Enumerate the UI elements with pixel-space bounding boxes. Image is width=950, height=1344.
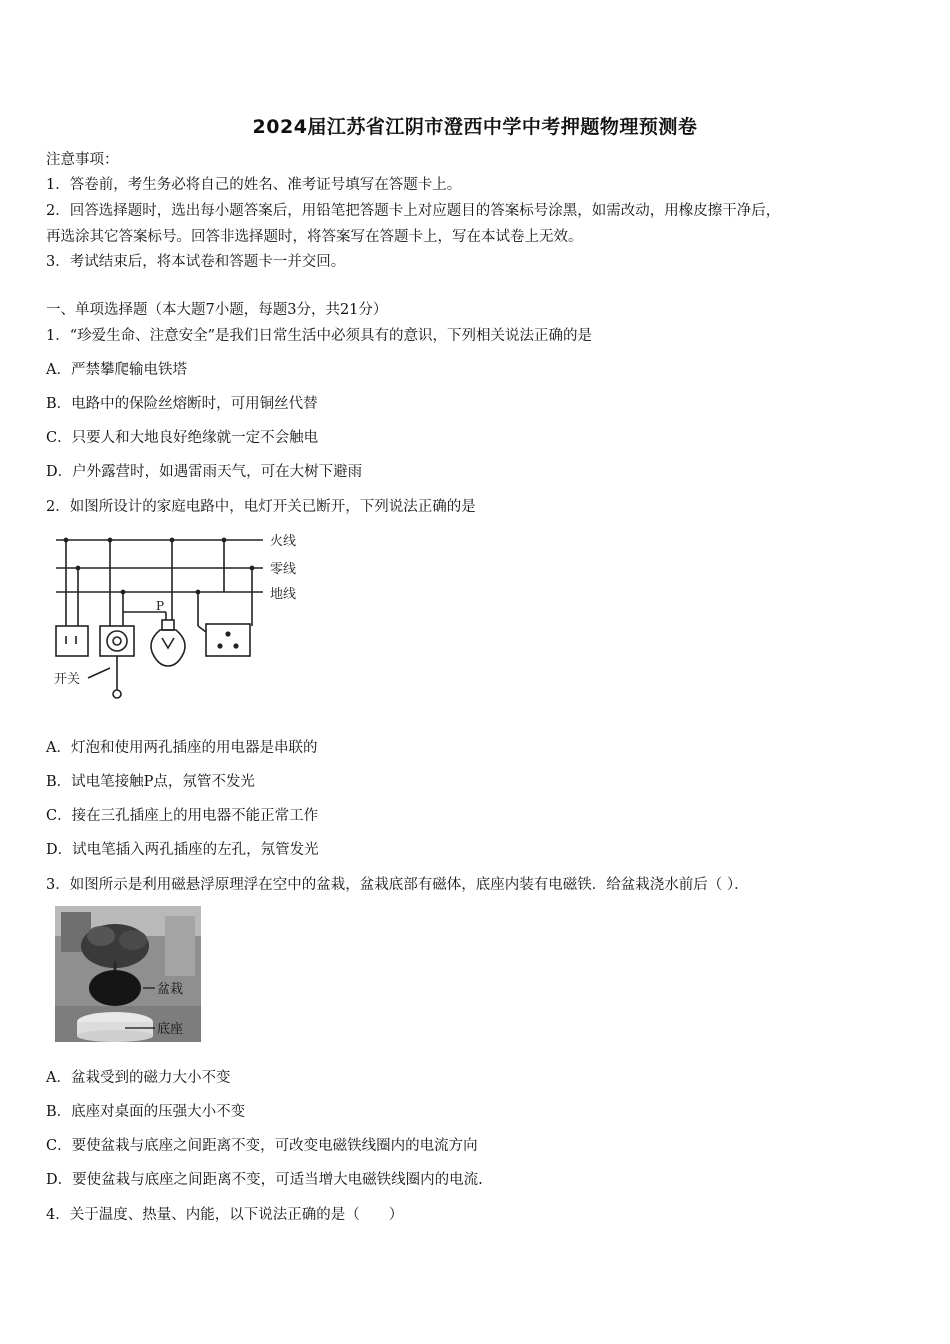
question-1-stem: 1．“珍爱生命、注意安全”是我们日常生活中必须具有的意识，下列相关说法正确的是 xyxy=(46,328,593,344)
q2-option-a: A．灯泡和使用两孔插座的用电器是串联的 xyxy=(46,740,318,756)
q2-option-c: C．接在三孔插座上的用电器不能正常工作 xyxy=(46,808,319,824)
notice-heading: 注意事项： xyxy=(46,152,119,168)
notice-item-2-cont: 再选涂其它答案标号。回答非选择题时，将答案写在答题卡上，写在本试卷上无效。 xyxy=(46,229,583,245)
q2-option-b: B．试电笔接触P点，氖管不发光 xyxy=(46,774,255,790)
q3-option-b: B．底座对桌面的压强大小不变 xyxy=(46,1104,246,1120)
levitating-plant-photo xyxy=(55,906,201,1042)
q1-option-d: D．户外露营时，如遇雷雨天气，可在大树下避雨 xyxy=(46,464,363,480)
neutral-wire-label: 零线 xyxy=(270,562,297,577)
question-4-stem: 4．关于温度、热量、内能，以下说法正确的是（ ） xyxy=(46,1207,404,1223)
point-p-label: P xyxy=(156,599,165,613)
q2-option-d: D．试电笔插入两孔插座的左孔，氖管发光 xyxy=(46,842,319,858)
circuit-diagram xyxy=(48,528,318,703)
notice-item-1: 1．答卷前，考生务必将自己的姓名、准考证号填写在答题卡上。 xyxy=(46,177,462,193)
base-label: 底座 xyxy=(157,1022,184,1037)
q3-option-c: C．要使盆栽与底座之间距离不变，可改变电磁铁线圈内的电流方向 xyxy=(46,1138,478,1154)
q3-option-d: D．要使盆栽与底座之间距离不变，可适当增大电磁铁线圈内的电流. xyxy=(46,1172,483,1188)
pot-label: 盆栽 xyxy=(157,982,184,997)
q1-option-c: C．只要人和大地良好绝缘就一定不会触电 xyxy=(46,430,319,446)
notice-item-3: 3．考试结束后，将本试卷和答题卡一并交回。 xyxy=(46,254,346,270)
live-wire-label: 火线 xyxy=(270,534,297,549)
notice-item-2: 2．回答选择题时，选出每小题答案后，用铅笔把答题卡上对应题目的答案标号涂黑，如需改动，用橡皮擦干净后， xyxy=(46,203,781,219)
question-2-stem: 2．如图所设计的家庭电路中，电灯开关已断开，下列说法正确的是 xyxy=(46,499,476,515)
page-title: 2024届江苏省江阴市澄西中学中考押题物理预测卷 xyxy=(252,116,698,138)
ground-wire-label: 地线 xyxy=(270,587,297,602)
q3-option-a: A．盆栽受到的磁力大小不变 xyxy=(46,1070,231,1086)
q1-option-b: B．电路中的保险丝熔断时，可用铜丝代替 xyxy=(46,396,318,412)
q1-option-a: A．严禁攀爬输电铁塔 xyxy=(46,362,187,378)
switch-label: 开关 xyxy=(54,672,81,687)
question-3-stem: 3．如图所示是利用磁悬浮原理浮在空中的盆栽，盆栽底部有磁体，底座内装有电磁铁．给盆栽浇水前后（ ）． xyxy=(46,877,749,893)
section-heading: 一、单项选择题（本大题7小题，每题3分，共21分） xyxy=(46,302,388,318)
